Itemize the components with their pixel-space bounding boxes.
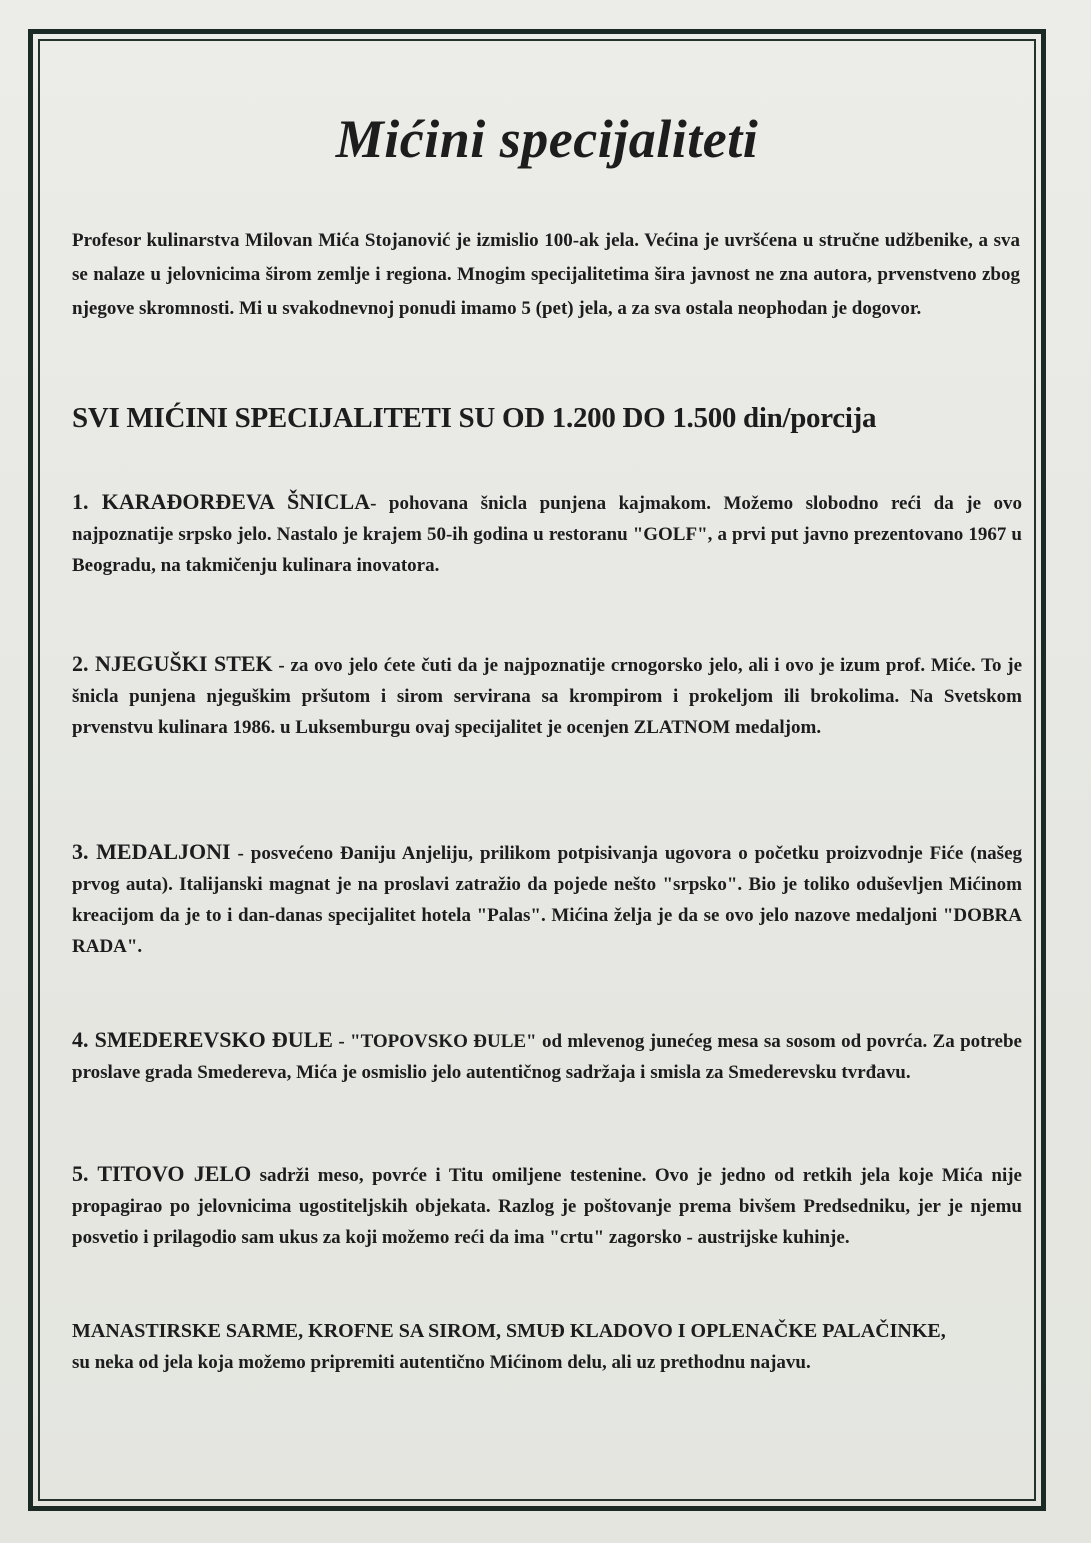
- dish-description: - za ovo jelo ćete čuti da je najpoznatije crnogorsko jelo, ali i ovo je izum prof. Miće. To je šnicla punjena njeguškim pršutom i sirom servirana sa krompirom i prokeljom ili brokolima. Na Svetskom prvenstvu kulinara 1986. u Luksemburgu ovaj specijalitet je ocenjen ZLATNOM medaljom.: [72, 655, 1022, 738]
- dish-description: - pohovana šnicla punjena kajmakom. Možemo slobodno reći da je ovo najpoznatije srpsko jelo. Nastalo je krajem 50-ih godina u restoranu "GOLF", a prvi put javno prezentovano 1967 u Beogradu, na takmičenju kulinara inovatora.: [72, 493, 1023, 576]
- dish-name: 4. SMEDEREVSKO ĐULE: [72, 1027, 333, 1052]
- price-heading: SVI MIĆINI SPECIJALITETI SU OD 1.200 DO 1.500 din/porcija: [72, 402, 877, 434]
- dish-name: 5. TITOVO JELO: [72, 1161, 252, 1186]
- dish-name: 1. KARAĐORĐEVA ŠNICLA: [72, 489, 371, 514]
- dish-description: - posvećeno Đaniju Anjeliju, prilikom potpisivanja ugovora o početku proizvodnje Fiće (našeg prvog auta). Italijanski magnat je na proslavi zatražio da pojede nešto "srpsko". Bio je toliko oduševljen Mićinom kreacijom da je to i dan-danas specijalitet hotela "Palas". Mićina želja je da se ovo jelo nazove medaljoni "DOBRA RADA".: [72, 843, 1022, 957]
- closing-paragraph: [72, 1316, 1022, 1378]
- dish-item: [72, 1158, 1022, 1253]
- dish-item: [72, 486, 1022, 581]
- dish-name: 3. MEDALJONI: [72, 839, 231, 864]
- dish-item: [72, 648, 1022, 743]
- dish-description: sadrži meso, povrće i Titu omiljene testenine. Ovo je jedno od retkih jela koje Mića nije propagirao po jelovnicima ugostiteljskih objekata. Razlog je poštovanje prema bivšem Predsedniku, jer je njemu posvetio i prilagodio sam ukus za koji možemo reći da ima "crtu" zagorsko - austrijske kuhinje.: [72, 1165, 1022, 1248]
- dish-description: - "TOPOVSKO ĐULE" od mlevenog junećeg mesa sa sosom od povrća. Za potrebe proslave grada Smedereva, Mića je osmislio jelo autentičnog sadržaja i smisla za Smederevsku tvrđavu.: [72, 1031, 1022, 1083]
- closing-note: su neka od jela koja možemo pripremiti autentično Mićinom delu, ali uz prethodnu najavu.: [72, 1352, 811, 1373]
- dish-item: [72, 836, 1022, 962]
- dish-name: 2. NJEGUŠKI STEK: [72, 651, 273, 676]
- intro-paragraph: Profesor kulinarstva Milovan Mića Stojanović je izmislio 100-ak jela. Većina je uvršćena u stručne udžbenike, a sva se nalaze u jelovnicima širom zemlje i regiona. Mnogim specijalitetima šira javnost ne zna autora, prvenstveno zbog njegove skromnosti. Mi u svakodnevnoj ponudi imamo 5 (pet) jela, a za sva ostala neophodan je dogovor.: [72, 230, 1020, 319]
- page-title: Mićini specijaliteti: [335, 109, 759, 169]
- closing-dishes-list: MANASTIRSKE SARME, KROFNE SA SIROM, SMUĐ KLADOVO I OPLENAČKE PALAČINKE,: [72, 1320, 946, 1342]
- dish-item: [72, 1024, 1022, 1088]
